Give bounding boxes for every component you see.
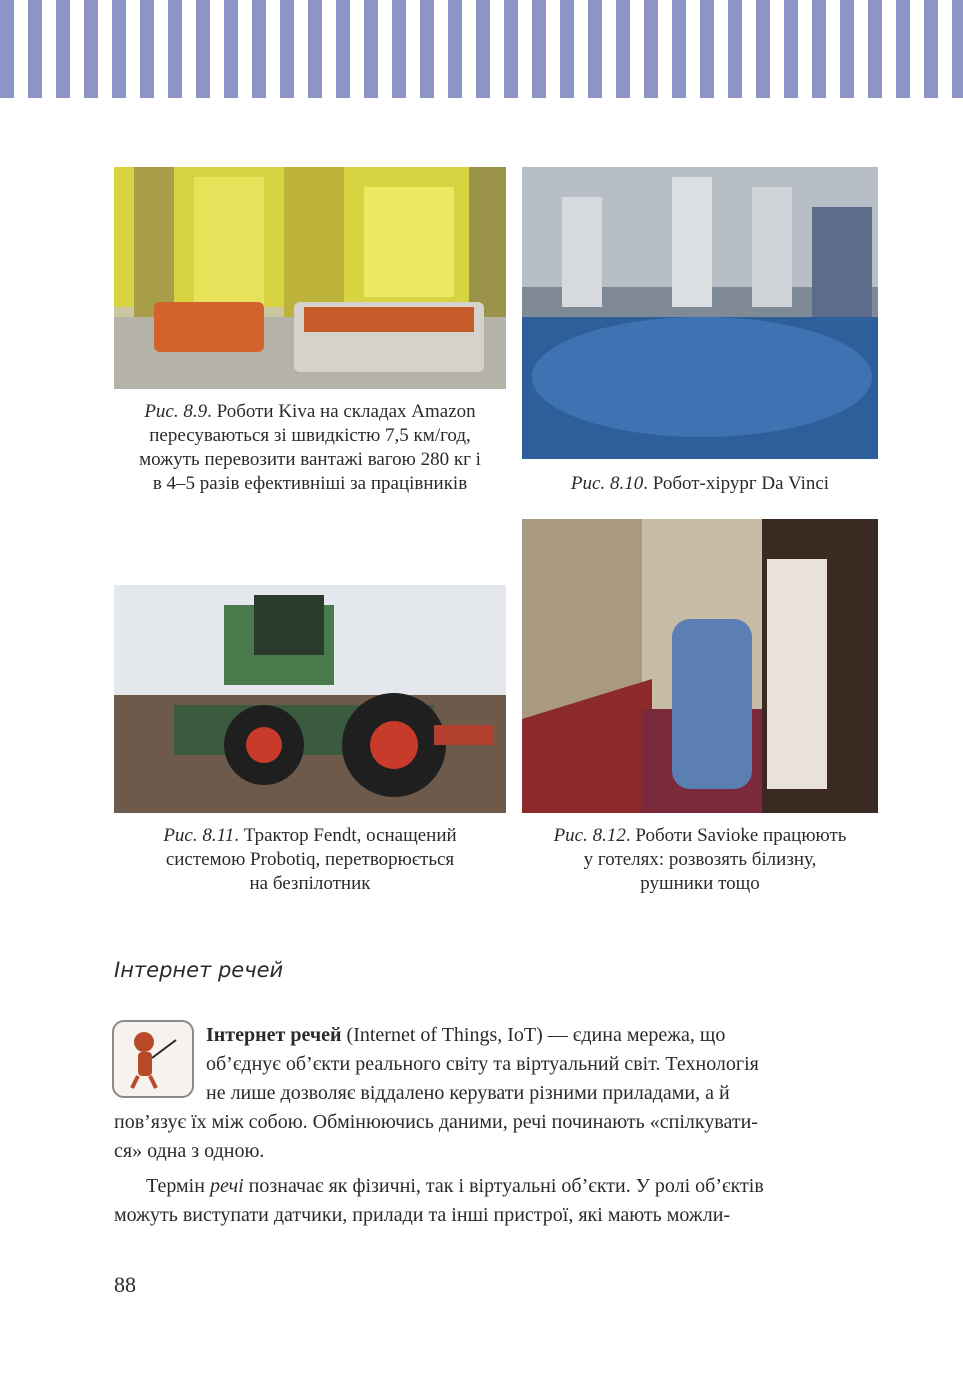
- paragraph-iot-line3: не лише дозволяє віддалено керувати різними приладами, а й: [206, 1082, 730, 1104]
- figure-caption-8-10: Рис. 8.10. Робот-хірург Da Vinci: [570, 473, 830, 494]
- paragraph-iot-line5: ся» одна з одною.: [114, 1140, 265, 1162]
- paragraph-things-line2: можуть виступати датчики, прилади та інші пристрої, які мають можли-: [114, 1204, 731, 1226]
- da-vinci-robot-photo: [522, 167, 878, 459]
- kiva-robots-photo: [114, 167, 506, 389]
- section-title: Інтернет речей: [114, 958, 284, 982]
- paragraph-iot-line4: пов’язує їх між собою. Обмінюючись даними, речі починають «спілкувати-: [114, 1111, 758, 1133]
- pointer-teacher-icon: [112, 1020, 194, 1098]
- paragraph-iot-line1: Інтернет речей (Internet of Things, IoT) — єдина мережа, що: [206, 1024, 726, 1046]
- figure-caption-8-11: Рис. 8.11. Трактор Fendt, оснащений системою Probotiq, перетворюється на безпілотник: [163, 825, 457, 894]
- paragraph-things-line1: Термін речі позначає як фізичні, так і віртуальні об’єкти. У ролі об’єктів: [146, 1175, 764, 1197]
- fendt-tractor-photo: [114, 585, 506, 813]
- decorative-stripes: [0, 0, 963, 98]
- paragraph-iot-line2: об’єднує об’єкти реального світу та віртуальний світ. Технологія: [206, 1053, 759, 1075]
- figure-caption-8-9: Рис. 8.9. Роботи Kiva на складах Amazon пересуваються зі швидкістю 7,5 км/год, можуть перевозити вантажі вагою 280 кг і в 4–5 разів ефективніші за працівників: [139, 401, 481, 494]
- figure-caption-8-12: Рис. 8.12. Роботи Savioke працюють у готелях: розвозять білизну, рушники тощо: [553, 825, 847, 894]
- page-number: 88: [114, 1272, 136, 1297]
- savioke-robot-photo: [522, 519, 878, 813]
